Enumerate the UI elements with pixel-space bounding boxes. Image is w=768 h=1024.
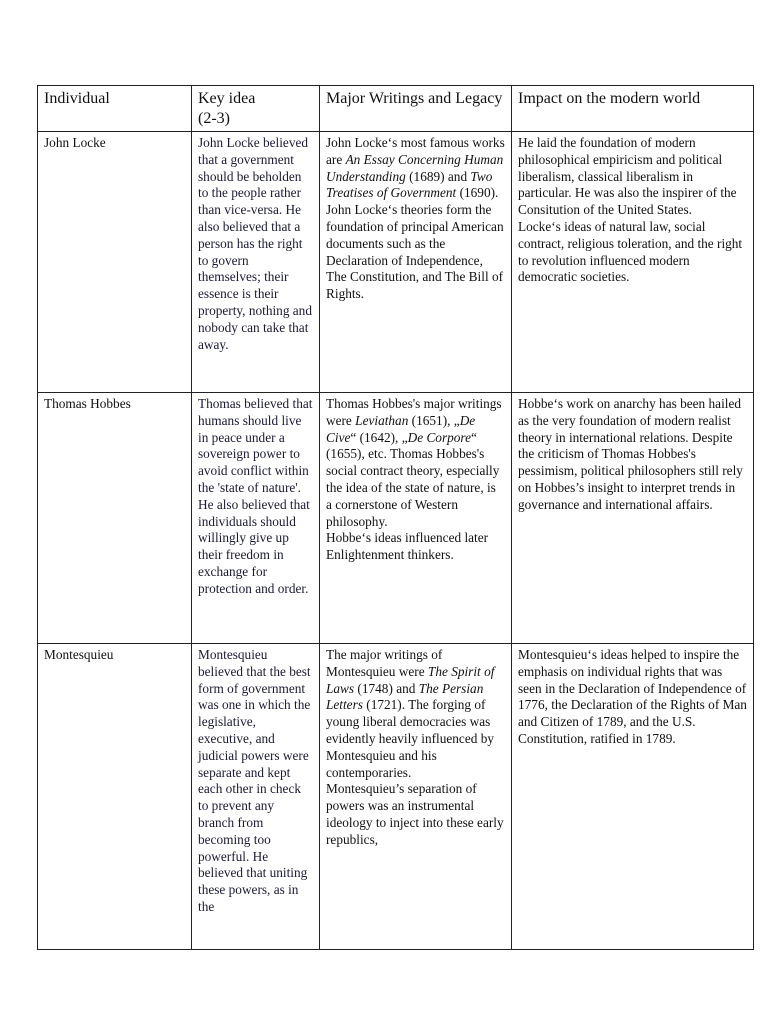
- cell-individual: Thomas Hobbes: [38, 393, 192, 644]
- header-writings: Major Writings and Legacy: [320, 86, 512, 132]
- header-row: [38, 86, 754, 132]
- philosophers-table: [37, 85, 754, 950]
- cell-individual: Montesquieu: [38, 644, 192, 950]
- cell-key-idea: Montesquieu believed that the best form of government was one in which the legislative, executive, and judicial powers were separate and kept each other in check to prevent any branch from becoming too powerful. He believed that uniting these powers, as in the: [192, 644, 320, 950]
- table-row: [38, 644, 754, 950]
- cell-impact: Hobbe‘s work on anarchy has been hailed as the very foundation of modern realist theory in international relations. Despite the criticism of Thomas Hobbes's pessimism, political philosophers still rely on Hobbes’s insight to interpret trends in governance and international affairs.: [512, 393, 754, 644]
- cell-key-idea: John Locke believed that a government should be beholden to the people rather than vice-versa. He also believed that a person has the right to govern themselves; their essence is their property, nothing and nobody can take that away.: [192, 132, 320, 393]
- header-impact: Impact on the modern world: [512, 86, 754, 132]
- cell-writings: The major writings of Montesquieu were The Spirit of Laws (1748) and The Persian Letters (1721). The forging of young liberal democracies was evidently heavily influenced by Montesquieu and his contemporaries. Montesquieu’s separation of powers was an instrumental ideology to inject into these early republics,: [320, 644, 512, 950]
- cell-individual: John Locke: [38, 132, 192, 393]
- cell-writings: Thomas Hobbes's major writings were Leviathan (1651), „De Cive“ (1642), „De Corpore“ (1655), etc. Thomas Hobbes's social contract theory, especially the idea of the state of nature, is a cornerstone of Western philosophy. Hobbe‘s ideas influenced later Enlightenment thinkers.: [320, 393, 512, 644]
- cell-impact: Montesquieu‘s ideas helped to inspire the emphasis on individual rights that was seen in the Declaration of Independence of 1776, the Declaration of the Rights of Man and Citizen of 1789, and the U.S. Constitution, ratified in 1789.: [512, 644, 754, 950]
- cell-key-idea: Thomas believed that humans should live in peace under a sovereign power to avoid conflict within the 'state of nature'. He also believed that individuals should willingly give up their freedom in exchange for protection and order.: [192, 393, 320, 644]
- cell-writings: John Locke‘s most famous works are An Essay Concerning Human Understanding (1689) and Two Treatises of Government (1690). John Locke‘s theories form the foundation of principal American documents such as the Declaration of Independence, The Constitution, and The Bill of Rights.: [320, 132, 512, 393]
- table-row: [38, 132, 754, 393]
- table-row: [38, 393, 754, 644]
- header-individual: Individual: [38, 86, 192, 132]
- cell-impact: He laid the foundation of modern philosophical empiricism and political liberalism, classical liberalism in particular. He was also the inspirer of the Consitution of the United States. Locke‘s ideas of natural law, social contract, religious toleration, and the right to revolution influenced modern democratic societies.: [512, 132, 754, 393]
- header-key-idea: Key idea (2-3): [192, 86, 320, 132]
